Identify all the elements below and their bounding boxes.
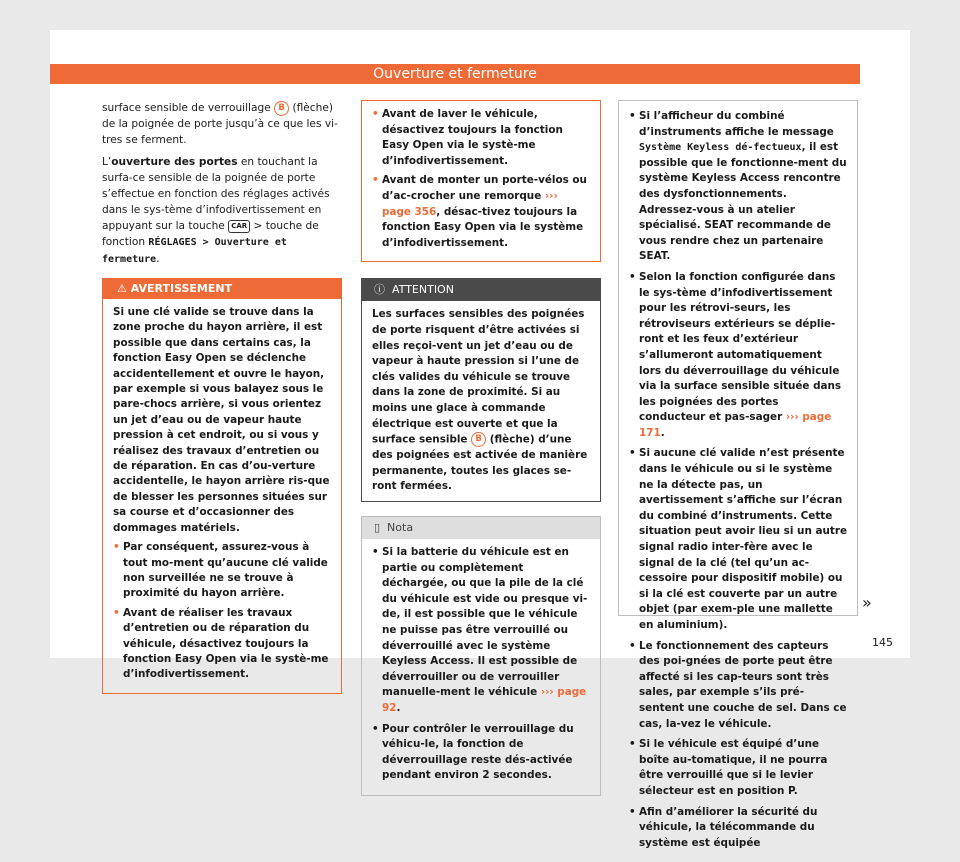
page-reference-link[interactable]: ››› page 171 <box>639 411 832 439</box>
column-1 <box>102 100 342 694</box>
continue-arrow-icon: » <box>862 593 872 612</box>
attention-body: Les surfaces sensibles des poignées de porte risquent d’être activées si elles reçoi-vent un jet d’eau ou de vapeur à haute pression si l’une de clés valides du véhicule se trouve dans la zone de proximité. Si au moins une glace à commande électrique est ouverte et que la surface sensible B (flèche) d’une des poignées est activée de manière permanente, toutes les glaces se-ront fermées. <box>372 308 588 493</box>
info-circle-icon: ⓘ <box>374 283 392 297</box>
note-box <box>361 516 601 796</box>
warning-body: Si une clé valide se trouve dans la zone proche du hayon arrière, il est possible que dans certains cas, la fonction Easy Open se déclenche accidentellement et ouvre le hayon, par exemple si vous balayez sous le pare-chocs arrière, si vous orientez un jet d’eau ou de vapeur haute pression à cet endroit, ou si vous y réalisez des travaux d’entretien ou de réparation. En cas d’ou-verture accidentelle, le hayon arrière ris-que de blesser les personnes situées sur sa course et d’occasionner des dommages matériels. • Par conséquent, assurez-vous à tout mo-ment qu’aucune clé valide non surveillée ne se trouve à proximité du hayon arrière. • Avant de réaliser les travaux d’entretien ou de réparation du véhicule, désactivez toujours la fonction Easy Open via le systè-me d’infodivertissement. <box>103 299 341 693</box>
note-header: ▯ Nota <box>362 517 600 539</box>
note-bullet: • Le fonctionnement des capteurs des poi-gnées de porte peut être affecté si les cap-teurs sont très sales, par exemple s’ils pré-sentent une couche de sel. Dans ce cas, la-vez le véhicule. <box>629 639 847 733</box>
note-body <box>362 539 600 795</box>
note-continued-box <box>618 100 858 849</box>
note-bullet: • Afin d’améliorer la sécurité du véhicule, la télécommande du système est équipée <box>629 805 847 852</box>
note-bullet: • Si aucune clé valide n’est présente dans le véhicule ou si le système ne la détecte pas, un avertissement s’affiche sur l’écran du combiné d’instruments. Cette situation peut avoir lieu si un autre signal radio inter-fère avec le signal de la clé (tel qu’un ac-cessoire pour dispositif mobile) ou si la clé est couverte par un autre objet (par exem-ple une mallette en aluminium). <box>629 446 847 633</box>
badge-b-icon: B <box>471 432 486 447</box>
page-reference-link[interactable]: ››› page 356 <box>382 189 558 218</box>
display-message: Système Keyless dé-fectueux <box>639 142 802 154</box>
attention-header: ⓘ ATTENTION <box>362 279 600 301</box>
attention-box <box>361 278 601 502</box>
warning-bullet: • Avant de réaliser les travaux d’entretien ou de réparation du véhicule, désactivez toujours la fonction Easy Open via le systè-me d’infodivertissement. <box>113 606 331 683</box>
badge-b-icon: B <box>274 101 289 116</box>
warning-header: ⚠ AVERTISSEMENT <box>103 279 341 299</box>
note-bullet: • Si l’afficheur du combiné d’instruments affiche le message Système Keyless dé-fectueux, il est possible que le fonctionne-ment du système Keyless Access rencontre des dysfonctionnements. Adressez-vous à un atelier spécialisé. SEAT recommande de vous rendre chez un partenaire SEAT. <box>629 109 847 265</box>
warning-bullet: • Avant de monter un porte-vélos ou d’ac-crocher une remorque ››› page 356, désac-tivez toujours la fonction Easy Open via le système d’infodivertissement. <box>372 173 590 251</box>
car-key-icon: CAR <box>228 220 250 233</box>
note-bullet: • Pour contrôler le verrouillage du véhicu-le, la fonction de déverrouillage reste dés-activée pendant environ 2 secondes. <box>372 722 590 784</box>
column-3 <box>618 100 858 849</box>
warning-bullet: • Avant de laver le véhicule, désactivez toujours la fonction Easy Open via le systè-me d’infodivertissement. <box>372 107 590 169</box>
warning-triangle-icon: ⚠ <box>117 282 131 295</box>
warning-continued-box <box>361 100 601 262</box>
note-bullet: • Si la batterie du véhicule est en partie ou complètement déchargée, ou que la pile de la clé du véhicule est vide ou presque vi-de, il est possible que le véhicule ne puisse pas être verrouillé ou déverrouillé avec le système Keyless Access. Il est possible de déverrouiller ou de verrouiller manuelle-ment le véhicule ››› page 92. <box>372 545 590 717</box>
page-number: 145 <box>872 636 893 649</box>
menu-path: RÉGLAGES > Ouverture et fermeture <box>102 237 287 265</box>
column-2 <box>361 100 601 796</box>
page-header: Ouverture et fermeture <box>50 64 860 84</box>
warning-bullet: • Par conséquent, assurez-vous à tout mo-ment qu’aucune clé valide non surveillée ne se trouve à proximité du hayon arrière. <box>113 540 331 602</box>
note-icon: ▯ <box>374 520 388 534</box>
opening-paragraph: L’ouverture des portes en touchant la surfa-ce sensible de la poignée de porte s’effectue en fonction des réglages activés dans le sys-tème d’infodivertissement en appuyant sur la touche CAR > touche de fonction RÉGLAGES > Ouverture et fermeture. <box>102 156 330 265</box>
note-bullet: • Si le véhicule est équipé d’une boîte au-tomatique, il ne pourra être verrouillé que si le levier sélecteur est en position P. <box>629 737 847 799</box>
page-reference-link[interactable]: ››› page 92 <box>382 686 587 714</box>
note-continued-body <box>619 101 857 862</box>
warning-box <box>102 278 342 694</box>
intro-paragraph: surface sensible de verrouillage B (flèche) de la poignée de porte jusqu’à ce que les vi-tres se ferment. <box>102 102 338 146</box>
note-bullet: • Selon la fonction configurée dans le sys-tème d’infodivertissement pour les rétrovi-seurs, les rétroviseurs extérieurs se déplie-ront et les feux d’extérieur s’allumeront automatiquement lors du déverrouillage du véhicule via la surface sensible située dans les poignées des portes conducteur et pas-sager ››› page 171. <box>629 270 847 442</box>
warning-continued-body <box>362 101 600 261</box>
